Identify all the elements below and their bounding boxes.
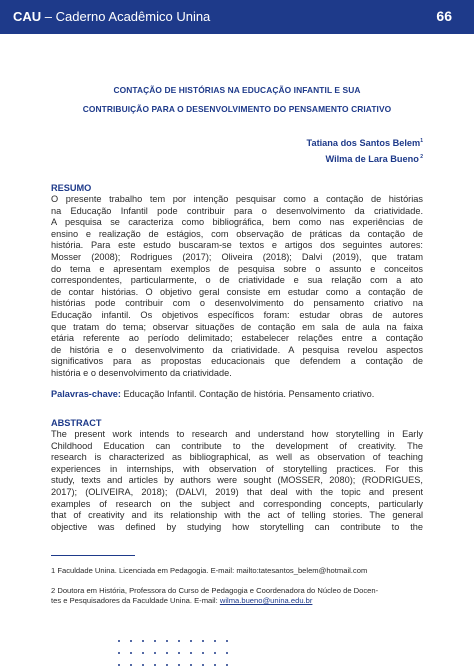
decorative-dot (202, 664, 204, 666)
resumo-line: O presente trabalho tem por intenção pesquisar como a contação de histórias (51, 194, 423, 204)
decorative-dot (202, 652, 204, 654)
article-title-line-1: CONTAÇÃO DE HISTÓRIAS NA EDUCAÇÃO INFANTIL E SUA (113, 85, 361, 95)
keywords (51, 389, 374, 399)
footnote-divider (51, 555, 135, 556)
resumo-line: história e o desenvolvimento da criatividade. (51, 367, 232, 378)
author-1-note: 1 (420, 138, 423, 144)
article-title-line-2: CONTRIBUIÇÃO PARA O DESENVOLVIMENTO DO PENSAMENTO CRIATIVO (82, 104, 392, 114)
resumo-heading: RESUMO (51, 183, 92, 193)
decorative-dot (130, 652, 132, 654)
resumo-line: história. Para este estudo buscaram-se textos e artigos dos seguintes autores: (51, 240, 423, 251)
journal-subtitle: Caderno Acadêmico Unina (55, 9, 211, 24)
decorative-dot (166, 652, 168, 654)
footnote-2 (51, 586, 431, 606)
decorative-dot (202, 640, 204, 642)
decorative-dot (214, 652, 216, 654)
abstract-line: The present work intends to research and understand how storytelling in Early (51, 429, 423, 439)
footnote-2-line (51, 596, 431, 606)
resumo-line: Educação infantil. Os objetivos específicos foram: estudar obras de autores (51, 309, 423, 320)
decorative-dot (118, 640, 120, 642)
keywords-label: Palavras-chave: (51, 389, 121, 399)
resumo-line: de contar histórias. O objetivo geral consiste em estudar como a contação de (51, 286, 423, 297)
decorative-dot (142, 652, 144, 654)
decorative-dot (190, 640, 192, 642)
journal-brand: CAU (13, 9, 42, 24)
resumo-line: correspondentes, particularmente, o de criatividade e sua relação com a ato (51, 275, 423, 286)
decorative-dot (178, 664, 180, 666)
footnote-1: 1 Faculdade Unina. Licenciada em Pedagogia. E-mail: mailto:tatesantos_belem@hotmail.com (51, 566, 368, 575)
decorative-dot (178, 640, 180, 642)
footnote-2-line: 2 Doutora em História, Professora do Curso de Pedagogia e Coordenadora do Núcleo de Docen- (51, 586, 379, 595)
author-2-name: Wilma de Lara Bueno (325, 154, 419, 165)
decorative-dot (226, 664, 228, 666)
abstract-line: examples of research on the subject and corresponding concepts, particularly (51, 498, 423, 509)
abstract-body (51, 429, 423, 533)
resumo-line: A pesquisa se caracteriza como bibliográfica, bem como nas experiências de (51, 217, 423, 228)
resumo-line: histórias pode contribuir com o desenvolvimento do pensamento criativo na (51, 298, 423, 309)
author-1 (307, 138, 423, 148)
resumo-line: na Educação Infantil pode contribuir para o desenvolvimento da criatividade. (51, 205, 423, 216)
author-2-note: 2 (418, 154, 423, 160)
abstract-line: objective was defined by studying how storytelling can contribute to the (51, 521, 423, 532)
resumo-line: significativos para as propostas educacionais que defendem a contação de (51, 356, 423, 367)
decorative-dot (166, 640, 168, 642)
resumo-line: etária referente ao período delimitado; estabelecer relações entre a contação (51, 333, 423, 344)
resumo-line: de história e o desenvolvimento da criatividade. A pesquisa revelou aspectos (51, 344, 423, 355)
decorative-dot (142, 640, 144, 642)
decorative-dot (226, 640, 228, 642)
abstract-line: that of creativity and its relationship with the act of telling stories. The general (51, 510, 423, 521)
decorative-dot (226, 652, 228, 654)
decorative-dot (118, 664, 120, 666)
decorative-dot (166, 664, 168, 666)
header-separator: – (41, 9, 56, 24)
abstract-line: experiences in internships, with observation of storytelling practices. For this (51, 463, 423, 474)
decorative-dot (214, 640, 216, 642)
decorative-dot (130, 640, 132, 642)
journal-title (13, 9, 210, 24)
abstract-line: research is characterized as bibliographical, as well as observation of teaching (51, 452, 423, 463)
decorative-dot (130, 664, 132, 666)
footnote-2-text: tes e Pesquisadores da Faculdade Unina. E-mail: (51, 596, 220, 605)
decorative-dot (190, 664, 192, 666)
author-1-name: Tatiana dos Santos Belem (306, 138, 421, 149)
decorative-dot (214, 664, 216, 666)
decorative-dot (178, 652, 180, 654)
decorative-dot (154, 664, 156, 666)
page-number: 66 (436, 8, 452, 24)
keywords-text: Educação Infantil. Contação de história. Pensamento criativo. (120, 389, 375, 399)
resumo-line: do tema e apresentam exemplos de pesquisa sobre o assunto e conceitos (51, 263, 423, 274)
decorative-dot (118, 652, 120, 654)
abstract-line: 2017); (OLIVEIRA, 2018); (DALVI, 2019) that deal with the topic and present (51, 486, 423, 497)
decorative-dot-grid (118, 640, 238, 668)
decorative-dot (154, 652, 156, 654)
abstract-line: study, texts and articles by authors were sought (MOSSER, 2080); (RODRIGUES, (51, 475, 423, 486)
resumo-body (51, 194, 423, 380)
decorative-dot (142, 664, 144, 666)
header-bar (0, 0, 474, 34)
abstract-line: Childhood Education can contribute to the development of creativity. The (51, 440, 423, 451)
abstract-heading: ABSTRACT (51, 418, 102, 428)
decorative-dot (190, 652, 192, 654)
resumo-line: que tratam do tema; observar situações de contação em sala de aula na faixa (51, 321, 423, 332)
resumo-line: Mosser (2008); Rodrigues (2017); Oliveira (2018); Dalvi (2019), que tratam (51, 251, 423, 262)
decorative-dot (154, 640, 156, 642)
author-2-email-link[interactable]: wilma.bueno@unina.edu.br (219, 596, 313, 605)
resumo-line: ensino e realização de estágios, com observação de práticas da contação de (51, 228, 423, 239)
author-2 (325, 154, 423, 164)
